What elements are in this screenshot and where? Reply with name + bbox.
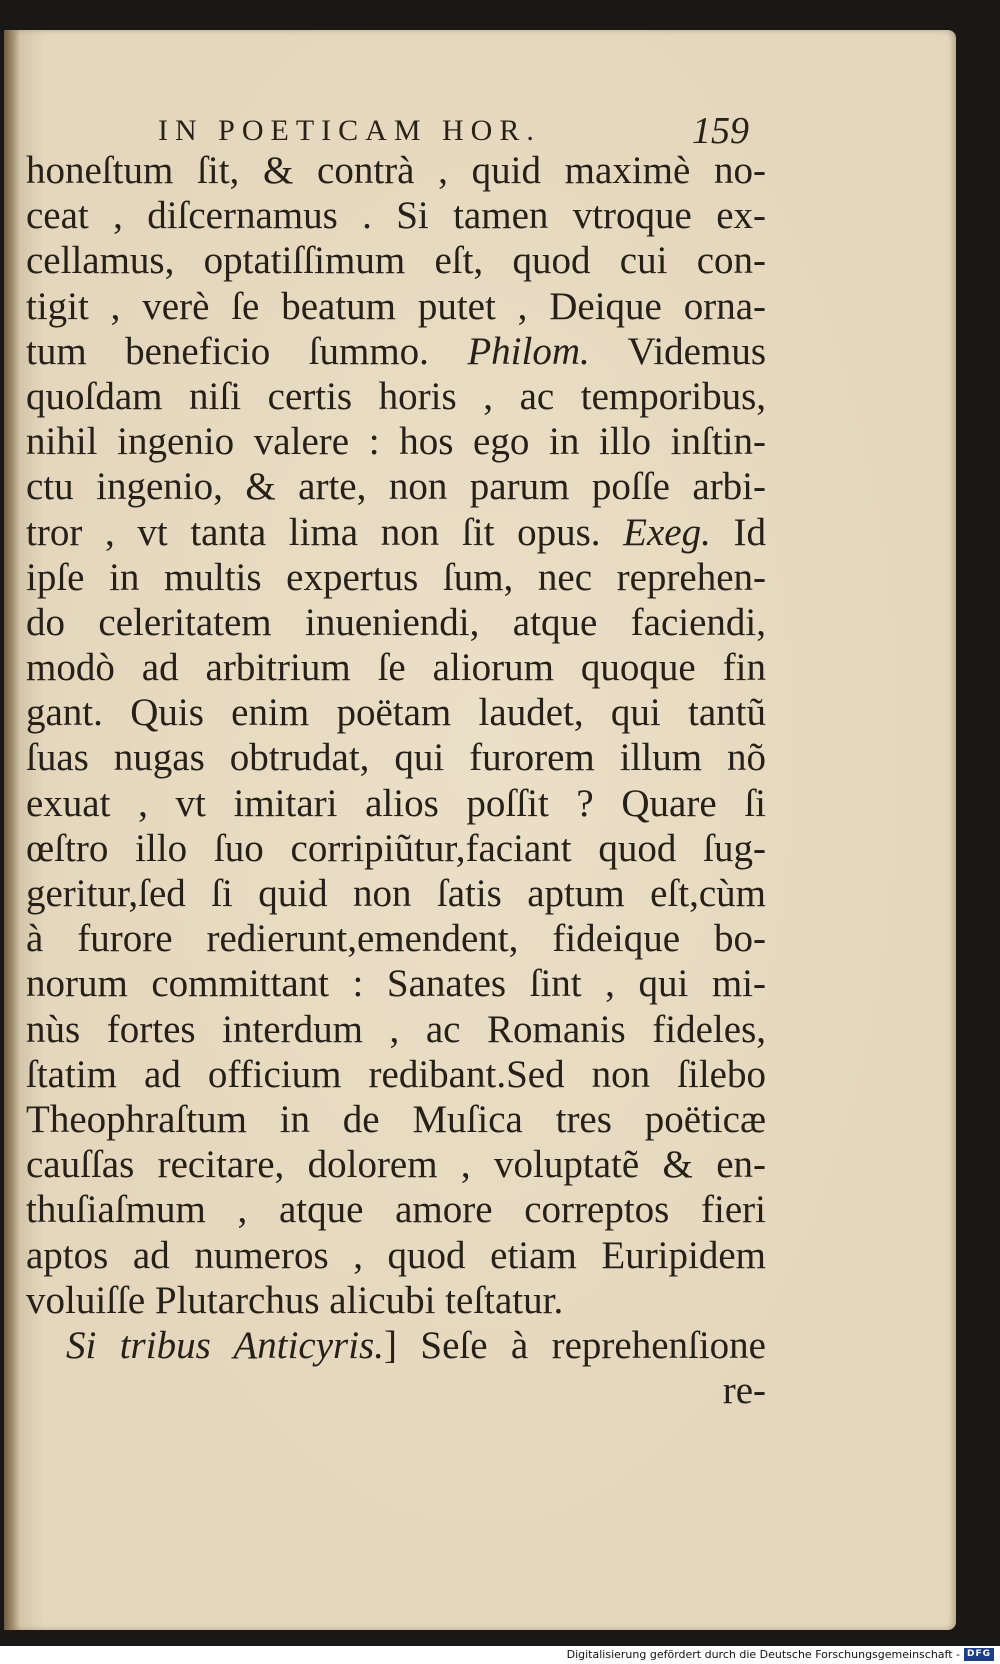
text-line [26, 690, 766, 735]
text-segment: ſuas nugas obtrudat, qui furorem illum nõ [26, 736, 766, 780]
text-segment: voluiſſe Plutarchus alicubi teſtatur. [26, 1278, 564, 1322]
text-segment: exuat , vt imitari alios poſſit ? Quare ſi [26, 781, 766, 825]
text-segment: thuſiaſmum , atque amore correptos fieri [26, 1188, 766, 1232]
text-line [26, 374, 766, 419]
text-segment: honeſtum ſit, & contrà , quid maximè no- [26, 149, 766, 192]
text-line [26, 1278, 766, 1323]
italic-text-segment: Exeg. [623, 510, 711, 554]
text-line [26, 1368, 766, 1413]
text-segment: à furore redierunt,emendent, fideique bo- [26, 917, 766, 961]
text-line [26, 238, 766, 283]
footer-credit: Digitalisierung gefördert durch die Deutsche Forschungsgemeinschaft - [566, 1648, 960, 1661]
text-line [26, 781, 766, 826]
text-line [26, 1052, 766, 1097]
text-line [26, 871, 766, 916]
text-segment: do celeritatem inueniendi, atque faciendi, [26, 600, 766, 644]
text-line [26, 1007, 766, 1052]
text-line [26, 464, 766, 509]
text-line [26, 555, 766, 600]
text-segment: tigit , verè ſe beatum putet , Deique orna- [26, 284, 766, 328]
text-segment: quoſdam niſi certis horis , ac temporibus, [26, 374, 766, 418]
text-segment: œſtro illo ſuo corripiũtur,faciant quod ſug- [26, 826, 766, 870]
text-line [26, 510, 766, 555]
text-segment: aptos ad numeros , quod etiam Euripidem [26, 1233, 766, 1277]
text-line [26, 329, 766, 374]
text-line [26, 916, 766, 961]
text-segment: Id [710, 510, 766, 554]
running-head [4, 86, 956, 152]
text-segment: gant. Quis enim poëtam laudet, qui tantũ [26, 691, 766, 735]
text-line [26, 284, 766, 329]
footer-bar [0, 1646, 1000, 1664]
page-gutter-shadow [4, 30, 20, 1630]
text-line [26, 419, 766, 464]
text-segment: modò ad arbitrium ſe aliorum quoque fin [26, 646, 766, 690]
text-segment: Theophraſtum in de Muſica tres poëticæ [26, 1097, 766, 1141]
italic-text-segment: Philom. [467, 329, 590, 373]
text-segment: cellamus, optatiſſimum eſt, quod cui con- [26, 239, 766, 283]
text-line [26, 826, 766, 871]
text-line [26, 645, 766, 690]
page-number: 159 [692, 110, 749, 152]
text-segment: geritur,ſed ſi quid non ſatis aptum eſt,cùm [26, 872, 766, 915]
text-segment: re- [722, 1369, 766, 1413]
text-line [26, 148, 766, 193]
text-segment: tum beneficio ſummo. [26, 329, 468, 373]
text-segment: Videmus [589, 329, 767, 373]
text-line [26, 1187, 766, 1232]
text-segment: norum committant : Sanates ſint , qui mi- [26, 962, 766, 1006]
text-segment: nihil ingenio valere : hos ego in illo inſtin- [26, 420, 766, 464]
text-segment: ] Seſe à reprehenſione [384, 1323, 766, 1367]
running-title: IN POETICAM HOR. [158, 114, 541, 147]
text-segment: ſtatim ad officium redibant.Sed non ſilebo [26, 1052, 766, 1096]
text-segment: ipſe in multis expertus ſum, nec reprehen- [26, 555, 766, 599]
text-segment: tror , vt tanta lima non ſit opus. [26, 510, 624, 554]
text-line [26, 1233, 766, 1278]
text-segment: cauſſas recitare, dolorem , voluptatẽ & en- [26, 1143, 766, 1187]
text-line [26, 961, 766, 1006]
text-segment: ceat , diſcernamus . Si tamen vtroque ex- [26, 194, 766, 238]
text-line [26, 735, 766, 780]
dfg-logo-icon: DFG [964, 1648, 994, 1661]
body-text [26, 148, 766, 1413]
text-line [26, 1142, 766, 1187]
text-segment: nùs fortes interdum , ac Romanis fideles, [26, 1007, 766, 1051]
text-line [26, 193, 766, 238]
text-segment: ctu ingenio, & arte, non parum poſſe arbi- [26, 465, 766, 509]
text-line [26, 600, 766, 645]
text-line [26, 1097, 766, 1142]
text-line [26, 1323, 766, 1368]
italic-text-segment: Si tribus Anticyris. [66, 1323, 384, 1367]
book-page [4, 30, 956, 1630]
